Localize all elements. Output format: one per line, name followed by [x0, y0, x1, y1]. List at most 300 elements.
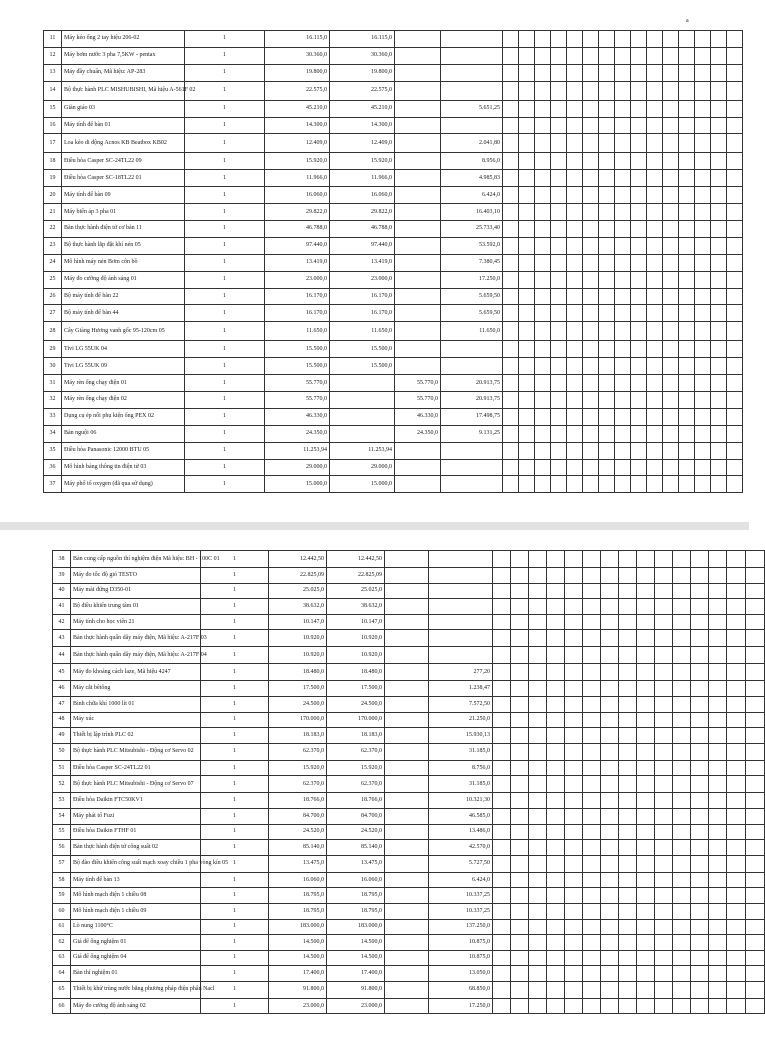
original-value-cell: 18.795,0 — [269, 903, 327, 919]
empty-cell — [615, 305, 631, 322]
empty-cell — [547, 966, 565, 982]
empty-cell — [519, 425, 535, 442]
remaining-value-cell: 25.733,40 — [441, 221, 503, 238]
empty-cell — [695, 271, 711, 288]
empty-cell — [583, 358, 599, 375]
row-number-cell: 65 — [53, 981, 71, 998]
empty-cell — [709, 824, 727, 840]
empty-cell — [691, 583, 709, 599]
value-column-b-cell — [385, 681, 429, 697]
value-column-a-cell: 15.920,0 — [330, 153, 395, 170]
empty-cell — [519, 81, 535, 100]
value-column-a-cell: 11.253,94 — [330, 442, 395, 459]
empty-cell — [511, 935, 529, 951]
empty-cell — [615, 221, 631, 238]
empty-cell — [655, 919, 673, 935]
original-value-cell: 23.000,0 — [269, 998, 327, 1014]
empty-cell — [511, 872, 529, 888]
remaining-value-cell: 13.486,0 — [429, 824, 493, 840]
empty-cell — [615, 341, 631, 358]
value-column-b-cell: 55.770,0 — [395, 375, 441, 392]
empty-cell — [727, 271, 743, 288]
empty-cell — [673, 614, 691, 630]
table-row — [53, 681, 765, 697]
empty-cell — [583, 153, 599, 170]
value-column-a-cell: 38.632,0 — [327, 599, 385, 615]
empty-cell — [679, 476, 695, 493]
row-number-cell: 49 — [53, 728, 71, 744]
empty-cell — [519, 170, 535, 187]
empty-cell — [535, 237, 551, 254]
asset-name-cell: Máy bơm nước 3 pha 7,5KW - pentax — [62, 47, 185, 64]
quantity-cell: 1 — [185, 305, 265, 322]
asset-name-cell: Bộ máy tính để bàn 44 — [62, 305, 185, 322]
value-column-b-cell — [395, 31, 441, 48]
empty-cell — [583, 630, 601, 647]
empty-cell — [619, 808, 637, 824]
empty-cell — [619, 568, 637, 584]
empty-cell — [583, 664, 601, 681]
empty-cell — [547, 872, 565, 888]
empty-cell — [673, 664, 691, 681]
empty-cell — [695, 100, 711, 117]
asset-name-cell: Cây Giàng Hương vanh gốc 95-120cm 05 — [62, 322, 185, 341]
value-column-b-cell — [395, 134, 441, 153]
empty-cell — [565, 647, 583, 664]
empty-cell — [637, 630, 655, 647]
empty-cell — [565, 998, 583, 1014]
empty-cell — [519, 459, 535, 476]
original-value-cell: 15.500,0 — [265, 341, 330, 358]
value-column-a-cell: 18.795,0 — [327, 888, 385, 904]
asset-name-cell: Thiết bị khử trùng nước bằng phương pháp điện phân Nacl — [71, 981, 201, 998]
empty-cell — [711, 153, 727, 170]
empty-cell — [511, 551, 529, 568]
asset-name-cell: Máy rèn ống chạy điện 01 — [62, 375, 185, 392]
empty-cell — [655, 776, 673, 793]
empty-cell — [655, 998, 673, 1014]
original-value-cell: 15.920,0 — [269, 760, 327, 776]
remaining-value-cell: 7.380,45 — [441, 254, 503, 271]
row-number-cell: 54 — [53, 808, 71, 824]
empty-cell — [655, 872, 673, 888]
empty-cell — [535, 408, 551, 425]
row-number-cell: 59 — [53, 888, 71, 904]
empty-cell — [551, 305, 567, 322]
empty-cell — [637, 919, 655, 935]
empty-cell — [567, 31, 583, 48]
empty-cell — [535, 134, 551, 153]
empty-cell — [565, 981, 583, 998]
value-column-b-cell — [385, 793, 429, 809]
empty-cell — [535, 187, 551, 204]
empty-cell — [746, 824, 765, 840]
empty-cell — [583, 888, 601, 904]
empty-cell — [709, 664, 727, 681]
empty-cell — [695, 442, 711, 459]
empty-cell — [727, 551, 746, 568]
original-value-cell: 18.795,0 — [269, 888, 327, 904]
value-column-b-cell — [395, 117, 441, 134]
empty-cell — [691, 855, 709, 872]
value-column-a-cell: 22.825,09 — [327, 568, 385, 584]
value-column-a-cell: 24.520,0 — [327, 824, 385, 840]
empty-cell — [601, 950, 619, 966]
empty-cell — [727, 47, 743, 64]
empty-cell — [599, 288, 615, 305]
asset-name-cell: Mô hình máy nén Bơm côn bồ — [62, 254, 185, 271]
asset-name-cell: Điều hòa Daikin FTHF 01 — [71, 824, 201, 840]
empty-cell — [727, 204, 743, 221]
empty-cell — [709, 981, 727, 998]
empty-cell — [583, 408, 599, 425]
empty-cell — [511, 583, 529, 599]
quantity-cell: 1 — [185, 31, 265, 48]
empty-cell — [631, 100, 647, 117]
empty-cell — [709, 630, 727, 647]
empty-cell — [535, 47, 551, 64]
empty-cell — [615, 288, 631, 305]
value-column-a-cell: 62.370,0 — [327, 743, 385, 760]
empty-cell — [551, 187, 567, 204]
empty-cell — [637, 998, 655, 1014]
quantity-cell: 1 — [201, 681, 269, 697]
value-column-a-cell: 11.650,0 — [330, 322, 395, 341]
empty-cell — [551, 254, 567, 271]
value-column-b-cell: 55.770,0 — [395, 392, 441, 409]
empty-cell — [565, 614, 583, 630]
empty-cell — [727, 31, 743, 48]
table-row — [53, 696, 765, 712]
empty-cell — [547, 808, 565, 824]
empty-cell — [631, 341, 647, 358]
empty-cell — [511, 855, 529, 872]
empty-cell — [631, 170, 647, 187]
empty-cell — [535, 254, 551, 271]
empty-cell — [679, 221, 695, 238]
empty-cell — [709, 743, 727, 760]
remaining-value-cell: 20.913,75 — [441, 375, 503, 392]
empty-cell — [647, 305, 663, 322]
row-number-cell: 25 — [44, 271, 62, 288]
empty-cell — [711, 425, 727, 442]
empty-cell — [519, 47, 535, 64]
empty-cell — [547, 760, 565, 776]
value-column-b-cell — [385, 664, 429, 681]
empty-cell — [619, 888, 637, 904]
value-column-b-cell — [385, 855, 429, 872]
empty-cell — [711, 204, 727, 221]
value-column-b-cell — [385, 551, 429, 568]
value-column-a-cell: 19.800,0 — [330, 64, 395, 81]
empty-cell — [695, 153, 711, 170]
empty-cell — [631, 425, 647, 442]
empty-cell — [695, 425, 711, 442]
empty-cell — [601, 728, 619, 744]
empty-cell — [637, 793, 655, 809]
remaining-value-cell — [429, 568, 493, 584]
empty-cell — [663, 153, 679, 170]
empty-cell — [727, 64, 743, 81]
empty-cell — [493, 872, 511, 888]
empty-cell — [727, 408, 743, 425]
table-row — [44, 288, 743, 305]
empty-cell — [503, 81, 519, 100]
remaining-value-cell — [441, 47, 503, 64]
row-number-cell: 36 — [44, 459, 62, 476]
empty-cell — [619, 793, 637, 809]
empty-cell — [709, 776, 727, 793]
empty-cell — [583, 647, 601, 664]
empty-cell — [711, 221, 727, 238]
value-column-b-cell — [385, 696, 429, 712]
quantity-cell: 1 — [185, 134, 265, 153]
empty-cell — [709, 888, 727, 904]
empty-cell — [711, 408, 727, 425]
remaining-value-cell: 53.592,0 — [441, 237, 503, 254]
value-column-b-cell — [395, 271, 441, 288]
empty-cell — [637, 935, 655, 951]
empty-cell — [551, 408, 567, 425]
asset-name-cell: Bàn thực hành điện tử cơ bản 11 — [62, 221, 185, 238]
empty-cell — [615, 204, 631, 221]
table-row — [53, 950, 765, 966]
asset-name-cell: Máy xúc — [71, 712, 201, 728]
empty-cell — [631, 47, 647, 64]
empty-cell — [637, 599, 655, 615]
row-number-cell: 53 — [53, 793, 71, 809]
empty-cell — [601, 630, 619, 647]
original-value-cell: 46.788,0 — [265, 221, 330, 238]
table-row — [53, 568, 765, 584]
value-column-b-cell — [395, 81, 441, 100]
empty-cell — [655, 712, 673, 728]
empty-cell — [565, 919, 583, 935]
empty-cell — [583, 442, 599, 459]
empty-cell — [679, 81, 695, 100]
empty-cell — [601, 647, 619, 664]
empty-cell — [679, 305, 695, 322]
asset-name-cell: Giá để ống nghiệm 01 — [71, 935, 201, 951]
row-number-cell: 15 — [44, 100, 62, 117]
empty-cell — [599, 64, 615, 81]
empty-cell — [583, 855, 601, 872]
asset-name-cell: Mô hình mạch điện 1 chiều 09 — [71, 903, 201, 919]
empty-cell — [679, 64, 695, 81]
empty-cell — [615, 81, 631, 100]
asset-name-cell: Giá để ống nghiệm 04 — [71, 950, 201, 966]
empty-cell — [583, 966, 601, 982]
row-number-cell: 52 — [53, 776, 71, 793]
empty-cell — [709, 966, 727, 982]
empty-cell — [619, 728, 637, 744]
empty-cell — [709, 998, 727, 1014]
empty-cell — [631, 271, 647, 288]
empty-cell — [727, 712, 746, 728]
value-column-a-cell: 14.300,0 — [330, 117, 395, 134]
empty-cell — [547, 950, 565, 966]
empty-cell — [583, 872, 601, 888]
empty-cell — [631, 187, 647, 204]
value-column-a-cell: 10.147,0 — [327, 614, 385, 630]
original-value-cell: 38.632,0 — [269, 599, 327, 615]
remaining-value-cell: 46.585,0 — [429, 808, 493, 824]
value-column-b-cell — [385, 903, 429, 919]
quantity-cell: 1 — [185, 187, 265, 204]
empty-cell — [727, 872, 746, 888]
empty-cell — [619, 743, 637, 760]
table-row — [44, 64, 743, 81]
empty-cell — [655, 647, 673, 664]
asset-name-cell: Máy đầy chuẩn, Mã hiệu: AP-283 — [62, 64, 185, 81]
empty-cell — [619, 840, 637, 856]
quantity-cell: 1 — [185, 459, 265, 476]
value-column-b-cell — [395, 153, 441, 170]
empty-cell — [503, 375, 519, 392]
empty-cell — [547, 647, 565, 664]
empty-cell — [663, 476, 679, 493]
empty-cell — [631, 476, 647, 493]
remaining-value-cell — [441, 64, 503, 81]
asset-name-cell: Máy biến áp 3 pha 01 — [62, 204, 185, 221]
empty-cell — [551, 81, 567, 100]
empty-cell — [583, 808, 601, 824]
original-value-cell: 46.330,0 — [265, 408, 330, 425]
empty-cell — [691, 647, 709, 664]
value-column-b-cell: 24.350,0 — [395, 425, 441, 442]
empty-cell — [711, 187, 727, 204]
remaining-value-cell — [441, 31, 503, 48]
remaining-value-cell: 9.131,25 — [441, 425, 503, 442]
empty-cell — [673, 696, 691, 712]
table-row — [44, 322, 743, 341]
empty-cell — [547, 599, 565, 615]
empty-cell — [727, 305, 743, 322]
empty-cell — [599, 358, 615, 375]
asset-name-cell: Máy đo cường độ ánh sáng 01 — [62, 271, 185, 288]
empty-cell — [529, 981, 547, 998]
empty-cell — [599, 459, 615, 476]
quantity-cell: 1 — [201, 903, 269, 919]
value-column-a-cell: 13.475,0 — [327, 855, 385, 872]
value-column-a-cell: 46.788,0 — [330, 221, 395, 238]
empty-cell — [637, 950, 655, 966]
asset-name-cell: Máy tính để bàn 13 — [71, 872, 201, 888]
empty-cell — [535, 81, 551, 100]
value-column-a-cell: 24.500,0 — [327, 696, 385, 712]
empty-cell — [583, 950, 601, 966]
empty-cell — [727, 647, 746, 664]
row-number-cell: 51 — [53, 760, 71, 776]
row-number-cell: 39 — [53, 568, 71, 584]
quantity-cell: 1 — [201, 760, 269, 776]
row-number-cell: 60 — [53, 903, 71, 919]
value-column-a-cell: 13.419,0 — [330, 254, 395, 271]
empty-cell — [691, 599, 709, 615]
original-value-cell: 14.500,0 — [269, 950, 327, 966]
empty-cell — [567, 204, 583, 221]
remaining-value-cell — [441, 81, 503, 100]
remaining-value-cell: 2.041,80 — [441, 134, 503, 153]
row-number-cell: 50 — [53, 743, 71, 760]
empty-cell — [551, 288, 567, 305]
empty-cell — [619, 681, 637, 697]
table-row — [53, 981, 765, 998]
empty-cell — [711, 271, 727, 288]
empty-cell — [493, 855, 511, 872]
empty-cell — [746, 855, 765, 872]
empty-cell — [655, 808, 673, 824]
empty-cell — [691, 824, 709, 840]
empty-cell — [551, 134, 567, 153]
table-row — [44, 459, 743, 476]
value-column-a-cell: 15.920,0 — [327, 760, 385, 776]
empty-cell — [679, 117, 695, 134]
empty-cell — [711, 305, 727, 322]
table-row — [44, 254, 743, 271]
empty-cell — [567, 47, 583, 64]
original-value-cell: 16.170,0 — [265, 305, 330, 322]
empty-cell — [691, 808, 709, 824]
empty-cell — [619, 966, 637, 982]
empty-cell — [565, 872, 583, 888]
value-column-b-cell — [395, 305, 441, 322]
empty-cell — [567, 442, 583, 459]
value-column-a-cell: 16.115,0 — [330, 31, 395, 48]
remaining-value-cell — [441, 358, 503, 375]
value-column-a-cell — [330, 392, 395, 409]
empty-cell — [601, 981, 619, 998]
empty-cell — [551, 442, 567, 459]
empty-cell — [493, 696, 511, 712]
document-page-2 — [0, 530, 749, 1055]
quantity-cell: 1 — [185, 204, 265, 221]
empty-cell — [583, 935, 601, 951]
row-number-cell: 17 — [44, 134, 62, 153]
empty-cell — [565, 888, 583, 904]
empty-cell — [565, 551, 583, 568]
empty-cell — [601, 793, 619, 809]
empty-cell — [511, 712, 529, 728]
quantity-cell: 1 — [185, 81, 265, 100]
empty-cell — [601, 855, 619, 872]
empty-cell — [601, 664, 619, 681]
empty-cell — [746, 743, 765, 760]
empty-cell — [503, 392, 519, 409]
empty-cell — [547, 793, 565, 809]
empty-cell — [535, 375, 551, 392]
empty-cell — [691, 760, 709, 776]
empty-cell — [673, 919, 691, 935]
remaining-value-cell: 277,20 — [429, 664, 493, 681]
asset-name-cell: Bình chữa khí 1000 lít 01 — [71, 696, 201, 712]
row-number-cell: 19 — [44, 170, 62, 187]
empty-cell — [673, 824, 691, 840]
empty-cell — [709, 647, 727, 664]
empty-cell — [511, 950, 529, 966]
quantity-cell: 1 — [201, 919, 269, 935]
quantity-cell: 1 — [185, 442, 265, 459]
empty-cell — [601, 840, 619, 856]
empty-cell — [519, 100, 535, 117]
value-column-a-cell: 18.183,0 — [327, 728, 385, 744]
asset-name-cell: Bộ máy tính để bàn 22 — [62, 288, 185, 305]
empty-cell — [655, 551, 673, 568]
original-value-cell: 18.766,0 — [269, 793, 327, 809]
row-number-cell: 46 — [53, 681, 71, 697]
empty-cell — [746, 872, 765, 888]
empty-cell — [711, 254, 727, 271]
